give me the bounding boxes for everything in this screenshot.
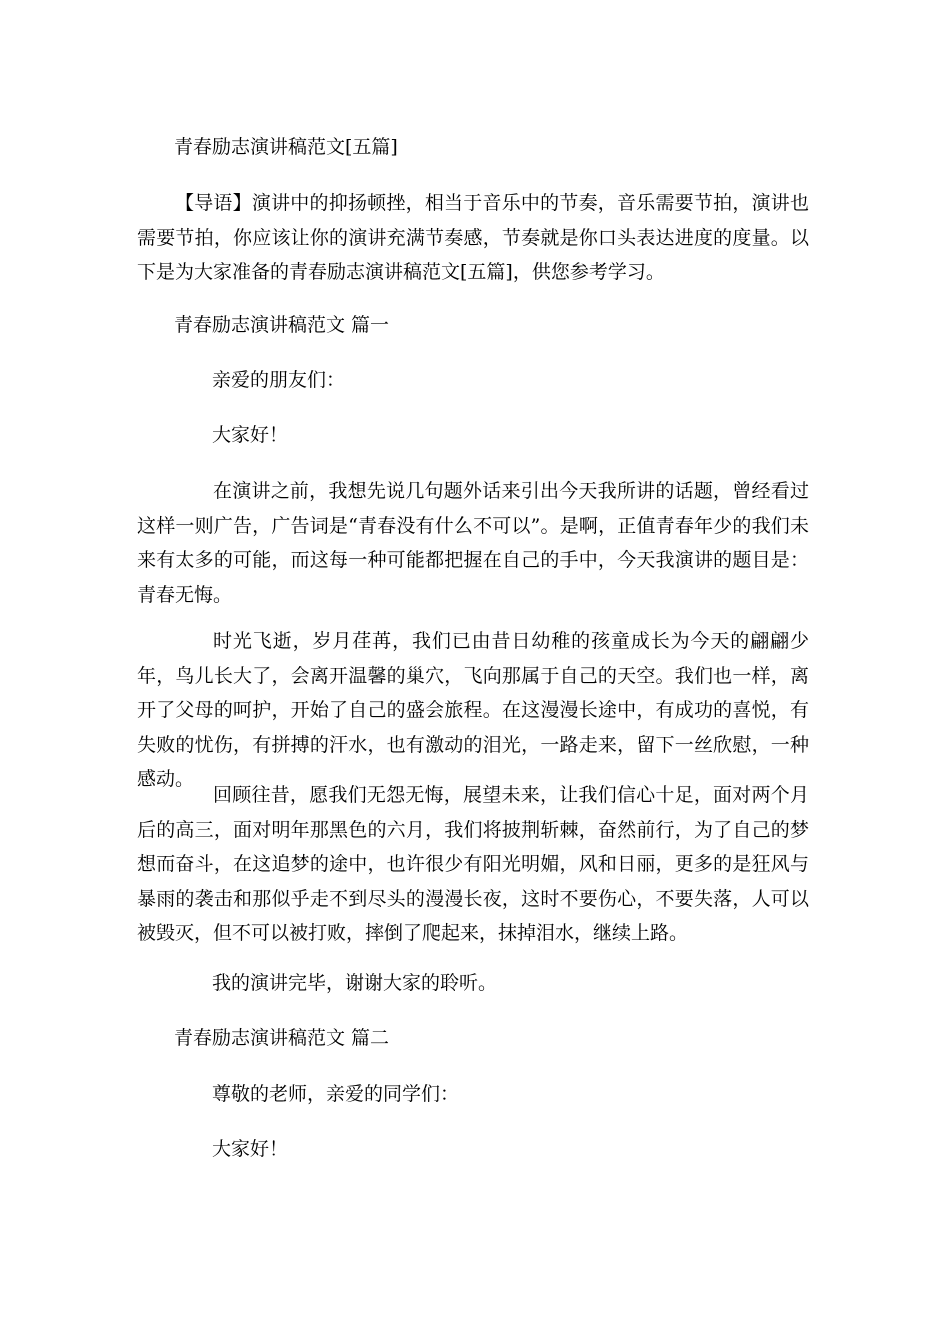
intro-paragraph: 【导语】演讲中的抑扬顿挫，相当于音乐中的节奏，音乐需要节拍，演讲也需要节拍，你应该让你的演讲充满节奏感，节奏就是你口头表达进度的度量。以下是为大家准备的青春励志演讲稿范文[五篇]，供您参考学习。 xyxy=(137,192,809,283)
section-1-heading: 青春励志演讲稿范文 篇一 xyxy=(174,314,390,336)
section-1-greeting: 大家好！ xyxy=(212,424,289,446)
section-1-salutation: 亲爱的朋友们： xyxy=(212,369,346,391)
section-2-heading: 青春励志演讲稿范文 篇二 xyxy=(174,1027,390,1049)
section-1-paragraph-2: 时光飞逝，岁月荏苒，我们已由昔日幼稚的孩童成长为今天的翩翩少年，鸟儿长大了，会离开温馨的巢穴，飞向那属于自己的天空。我们也一样，离开了父母的呵护，开始了自己的盛会旅程。在这漫漫长途中，有成功的喜悦，有失败的忧伤，有拼搏的汗水，也有激动的泪光，一路走来，留下一丝欣慰，一种感动。 xyxy=(137,630,809,790)
document-title: 青春励志演讲稿范文[五篇] xyxy=(174,136,398,158)
section-1-paragraph-3: 回顾往昔，愿我们无怨无悔，展望未来，让我们信心十足，面对两个月后的高三，面对明年那黑色的六月，我们将披荆斩棘，奋然前行，为了自己的梦想而奋斗，在这追梦的途中，也许很少有阳光明媚，风和日丽，更多的是狂风与暴雨的袭击和那似乎走不到尽头的漫漫长夜，这时不要伤心，不要失落，人可以被毁灭，但不可以被打败，摔倒了爬起来，抹掉泪水，继续上路。 xyxy=(137,784,809,944)
section-1-paragraph-1: 在演讲之前，我想先说几句题外话来引出今天我所讲的话题，曾经看过这样一则广告，广告词是“青春没有什么不可以”。是啊，正值青春年少的我们未来有太多的可能，而这每一种可能都把握在自己的手中，今天我演讲的题目是：青春无悔。 xyxy=(137,480,809,606)
section-2-salutation: 尊敬的老师，亲爱的同学们： xyxy=(212,1083,460,1105)
section-1-closing: 我的演讲完毕，谢谢大家的聆听。 xyxy=(212,972,498,994)
section-2-greeting: 大家好！ xyxy=(212,1138,289,1160)
